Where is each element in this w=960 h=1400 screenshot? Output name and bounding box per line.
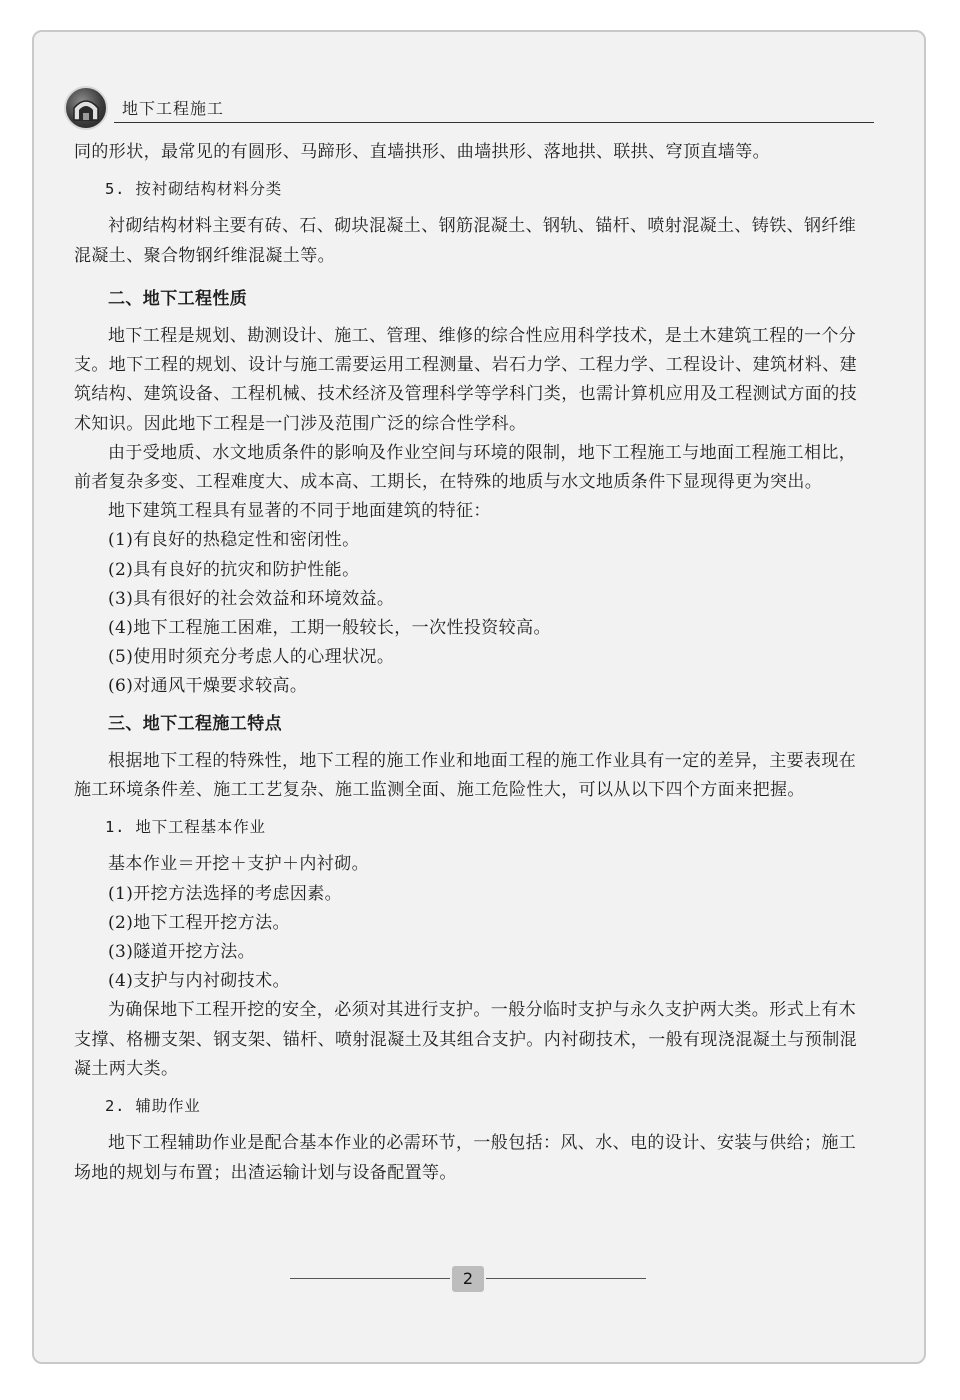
formula-line: 基本作业＝开挖＋支护＋内衬砌。 — [108, 854, 369, 875]
list-item: (5)使用时须充分考虑人的心理状况。 — [108, 647, 395, 668]
page-number: 2 — [452, 1266, 484, 1292]
paragraph-materials: 衬砌结构材料主要有砖、石、砌块混凝土、钢筋混凝土、钢轨、锚杆、喷射混凝土、铸铁、钢纤维混凝土、聚合物钢纤维混凝土等。 — [74, 216, 857, 266]
list-item: (3)隧道开挖方法。 — [108, 942, 256, 963]
list-item: (4)支护与内衬砌技术。 — [108, 971, 290, 992]
paragraph-features-intro: 地下建筑工程具有显著的不同于地面建筑的特征： — [108, 501, 491, 522]
subheading-5: 5. 按衬砌结构材料分类 — [105, 180, 283, 199]
paragraph-characteristics: 根据地下工程的特殊性，地下工程的施工作业和地面工程的施工作业具有一定的差异，主要表现在施工环境条件差、施工工艺复杂、施工监测全面、施工危险性大，可以从以下四个方面来把握。 — [74, 750, 857, 801]
paragraph-auxiliary: 地下工程辅助作业是配合基本作业的必需环节，一般包括：风、水、电的设计、安装与供给；施工场地的规划与布置；出渣运输计划与设备配置等。 — [74, 1133, 857, 1183]
paragraph-continued: 同的形状，最常见的有圆形、马蹄形、直墙拱形、曲墙拱形、落地拱、联拱、穹顶直墙等。 — [74, 142, 770, 162]
list-item: (2)地下工程开挖方法。 — [108, 912, 290, 933]
page-body — [74, 138, 864, 1188]
tunnel-logo-icon — [64, 86, 108, 130]
list-item: (4)地下工程施工困难，工期一般较长，一次性投资较高。 — [108, 618, 551, 639]
section-heading-3: 三、地下工程施工特点 — [108, 713, 282, 734]
header-rule — [114, 122, 874, 123]
subheading-1: 1. 地下工程基本作业 — [105, 818, 266, 837]
book-page — [32, 30, 926, 1364]
list-item: (6)对通风干燥要求较高。 — [108, 676, 308, 697]
list-item: (1)开挖方法选择的考虑因素。 — [108, 883, 343, 904]
running-header — [64, 86, 884, 130]
paragraph-support: 为确保地下工程开挖的安全，必须对其进行支护。一般分临时支护与永久支护两大类。形式上有木支撑、格栅支架、钢支架、锚杆、喷射混凝土及其组合支护。内衬砌技术，一般有现浇混凝土与预制混凝土两大类。 — [74, 1000, 857, 1079]
list-item: (1)有良好的热稳定性和密闭性。 — [108, 530, 360, 551]
list-item: (2)具有良好的抗灾和防护性能。 — [108, 559, 360, 580]
page-footer — [34, 1264, 926, 1294]
list-item: (3)具有很好的社会效益和环境效益。 — [108, 588, 395, 609]
footer-rule-right — [486, 1278, 646, 1279]
footer-rule-left — [290, 1278, 450, 1279]
paragraph-nature-1: 地下工程是规划、勘测设计、施工、管理、维修的综合性应用科学技术，是土木建筑工程的一个分支。地下工程的规划、设计与施工需要运用工程测量、岩石力学、工程力学、工程设计、建筑材料、建筑结构、建筑设备、工程机械、技术经济及管理科学等学科门类，也需计算机应用及工程测试方面的技术知识。因此地下工程是一门涉及范围广泛的综合性学科。 — [74, 326, 857, 434]
section-heading-2: 二、地下工程性质 — [108, 288, 248, 309]
paragraph-nature-2: 由于受地质、水文地质条件的影响及作业空间与环境的限制，地下工程施工与地面工程施工相比，前者复杂多变、工程难度大、成本高、工期长，在特殊的地质与水文地质条件下显现得更为突出。 — [74, 442, 857, 493]
header-title: 地下工程施工 — [122, 99, 225, 118]
subheading-2: 2. 辅助作业 — [105, 1097, 201, 1116]
